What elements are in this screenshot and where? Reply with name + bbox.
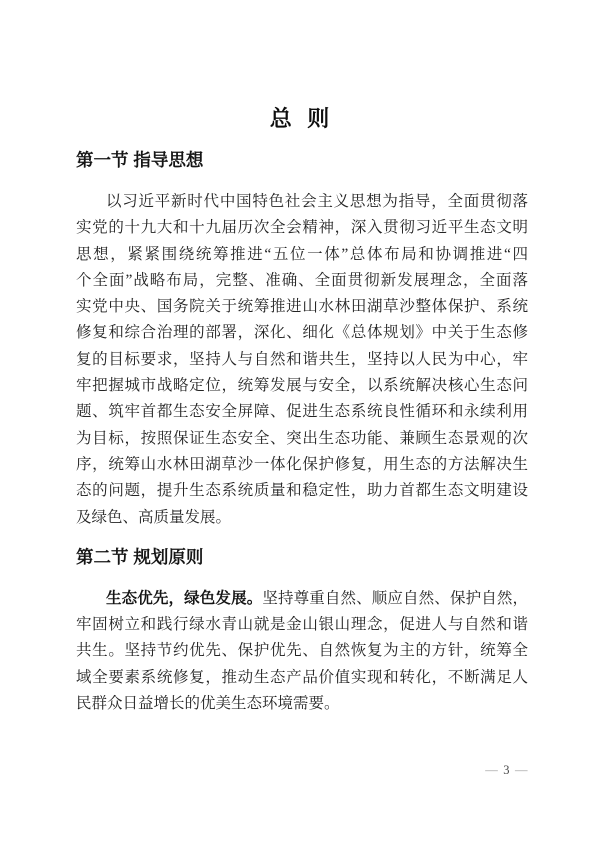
text-run: 个全面”战略布局，完整、准确、全面贯彻新发展理念，全面落: [76, 271, 528, 289]
text-line: [76, 452, 528, 478]
section-heading-1: 第一节 指导思想: [76, 150, 204, 170]
text-run: 思想，紧紧围绕统筹推进“五位一体”总体布局和协调推进“四: [76, 245, 528, 263]
text-run: 态的问题，提升生态系统质量和稳定性，助力首都生态文明建设: [76, 482, 528, 500]
text-line: [76, 373, 528, 399]
text-run: 为目标，按照保证生态安全、突出生态功能、兼顾生态景观的次: [76, 429, 528, 447]
text-line: [76, 268, 528, 294]
text-line: [76, 320, 528, 346]
page-number-value: 3: [503, 763, 510, 777]
text-line: [76, 691, 528, 717]
text-line: [76, 665, 528, 691]
text-line: [76, 399, 528, 425]
text-line: [76, 294, 528, 320]
text-run: 民群众日益增长的优美生态环境需要。: [76, 695, 340, 713]
text-run: 共生。坚持节约优先、保护优先、自然恢复为主的方针，统筹全: [76, 642, 528, 660]
page-number-left-dash: —: [485, 763, 499, 777]
text-line: [76, 612, 528, 638]
paragraph: [76, 189, 528, 531]
text-run-bold: 生态优先，绿色发展。: [106, 589, 263, 607]
page-number: [76, 761, 528, 779]
text-line: [76, 505, 528, 531]
text-run: 修复和综合治理的部署，深化、细化《总体规划》中关于生态修: [76, 324, 528, 342]
paragraph: [76, 586, 528, 717]
text-line: [76, 242, 528, 268]
section-heading-2: 第二节 规划原则: [76, 546, 204, 567]
text-line: [76, 189, 528, 215]
text-run: 坚持尊重自然、顺应自然、保护自然，: [262, 589, 528, 607]
text-run: 及绿色、高质量发展。: [76, 508, 232, 526]
text-run: 以习近平新时代中国特色社会主义思想为指导，全面贯彻落: [106, 193, 528, 210]
page-title: 总 则: [269, 106, 331, 131]
text-line: [76, 347, 528, 373]
text-run: 牢把握城市战略定位，统筹发展与安全，以系统解决核心生态问: [76, 377, 528, 395]
text-run: 实党的十九大和十九届历次全会精神，深入贯彻习近平生态文明: [76, 219, 528, 237]
text-run: 序，统筹山水林田湖草沙一体化保护修复，用生态的方法解决生: [76, 455, 528, 473]
text-line: [76, 426, 528, 452]
text-line: [76, 586, 528, 612]
text-line: [76, 638, 528, 664]
text-line: [76, 215, 528, 241]
text-run: 题、筑牢首都生态安全屏障、促进生态系统良性循环和永续利用: [76, 403, 528, 421]
text-run: 实党中央、国务院关于统筹推进山水林田湖草沙整体保护、系统: [76, 298, 528, 316]
text-run: 域全要素系统修复，推动生态产品价值实现和转化，不断满足人: [76, 668, 528, 686]
document-body: [0, 150, 600, 717]
text-line: [76, 478, 528, 504]
text-run: 复的目标要求，坚持人与自然和谐共生，坚持以人民为中心，牢: [76, 350, 528, 368]
page-number-right-dash: —: [515, 763, 528, 777]
text-run: 牢固树立和践行绿水青山就是金山银山理念，促进人与自然和谐: [76, 616, 528, 634]
